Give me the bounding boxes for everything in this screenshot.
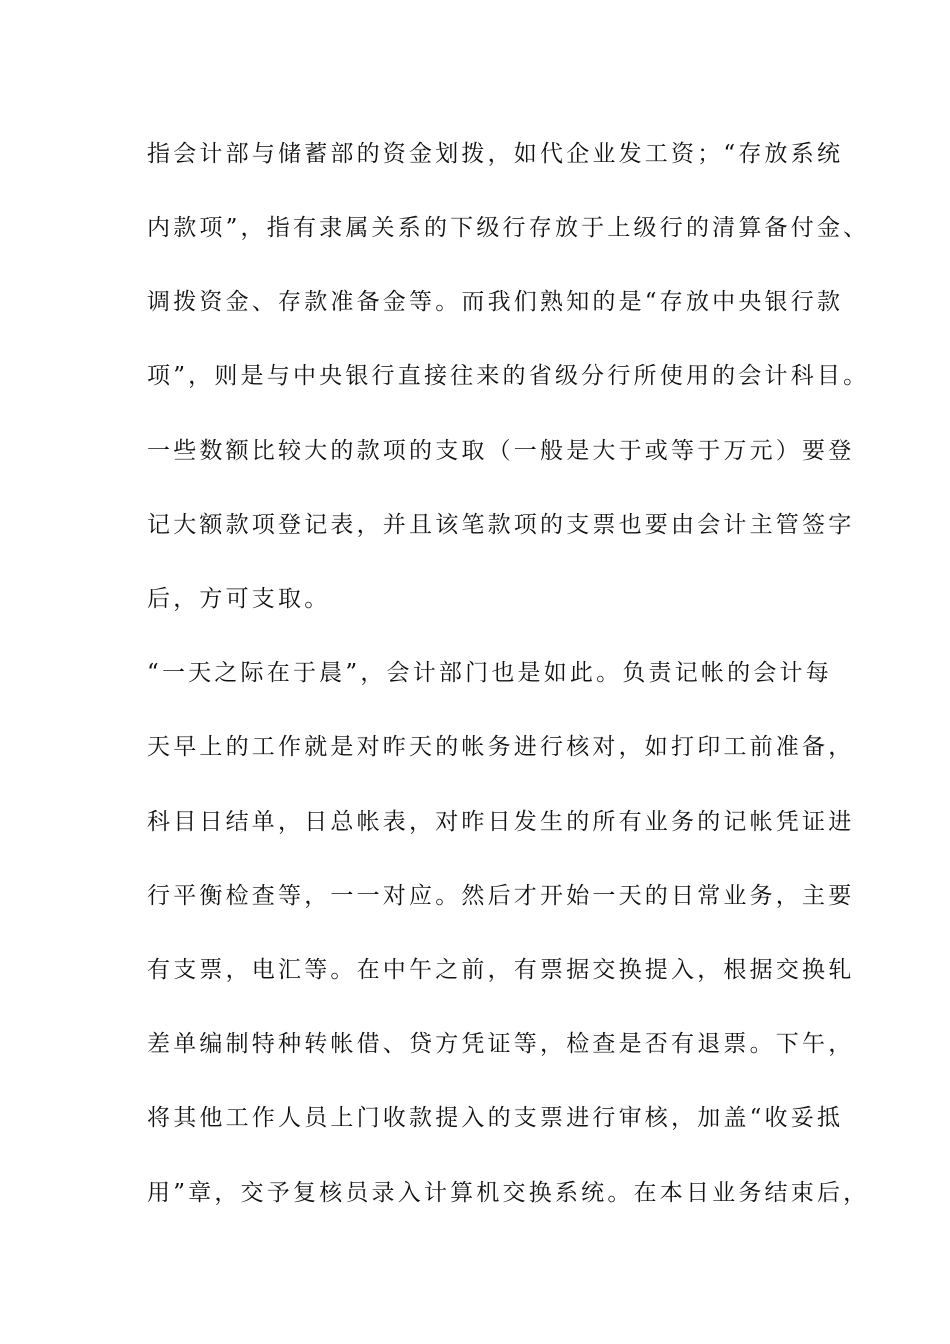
text-line: 后，方可支取。 [147,586,331,612]
text-line: 内款项”，指有隶属关系的下级行存放于上级行的清算备付金、 [147,215,870,241]
text-line: 记大额款项登记表，并且该笔款项的支票也要由会计主管签字 [147,512,855,538]
text-line: 一些数额比较大的款项的支取（一般是大于或等于万元）要登 [147,438,855,464]
text-line: 调拨资金、存款准备金等。而我们熟知的是“存放中央银行款 [147,289,844,315]
text-line: 有支票，电汇等。在中午之前，有票据交换提入，根据交换轧 [147,957,855,983]
text-line: 指会计部与储蓄部的资金划拨，如代企业发工资；“存放系统 [147,141,844,167]
text-line: 用”章，交予复核员录入计算机交换系统。在本日业务结束后， [147,1180,870,1206]
text-line: 项”，则是与中央银行直接往来的省级分行所使用的会计科目。 [147,363,870,389]
text-line: 将其他工作人员上门收款提入的支票进行审核，加盖“收妥抵 [147,1105,844,1131]
text-line: 行平衡检查等，一一对应。然后才开始一天的日常业务，主要 [147,883,855,909]
text-line: “一天之际在于晨”，会计部门也是如此。负责记帐的会计每 [147,660,832,686]
text-line: 天早上的工作就是对昨天的帐务进行核对，如打印工前准备， [147,734,855,760]
text-line: 科目日结单，日总帐表，对昨日发生的所有业务的记帐凭证进 [147,809,855,835]
text-line: 差单编制特种转帐借、贷方凭证等，检查是否有退票。下午， [147,1031,855,1057]
